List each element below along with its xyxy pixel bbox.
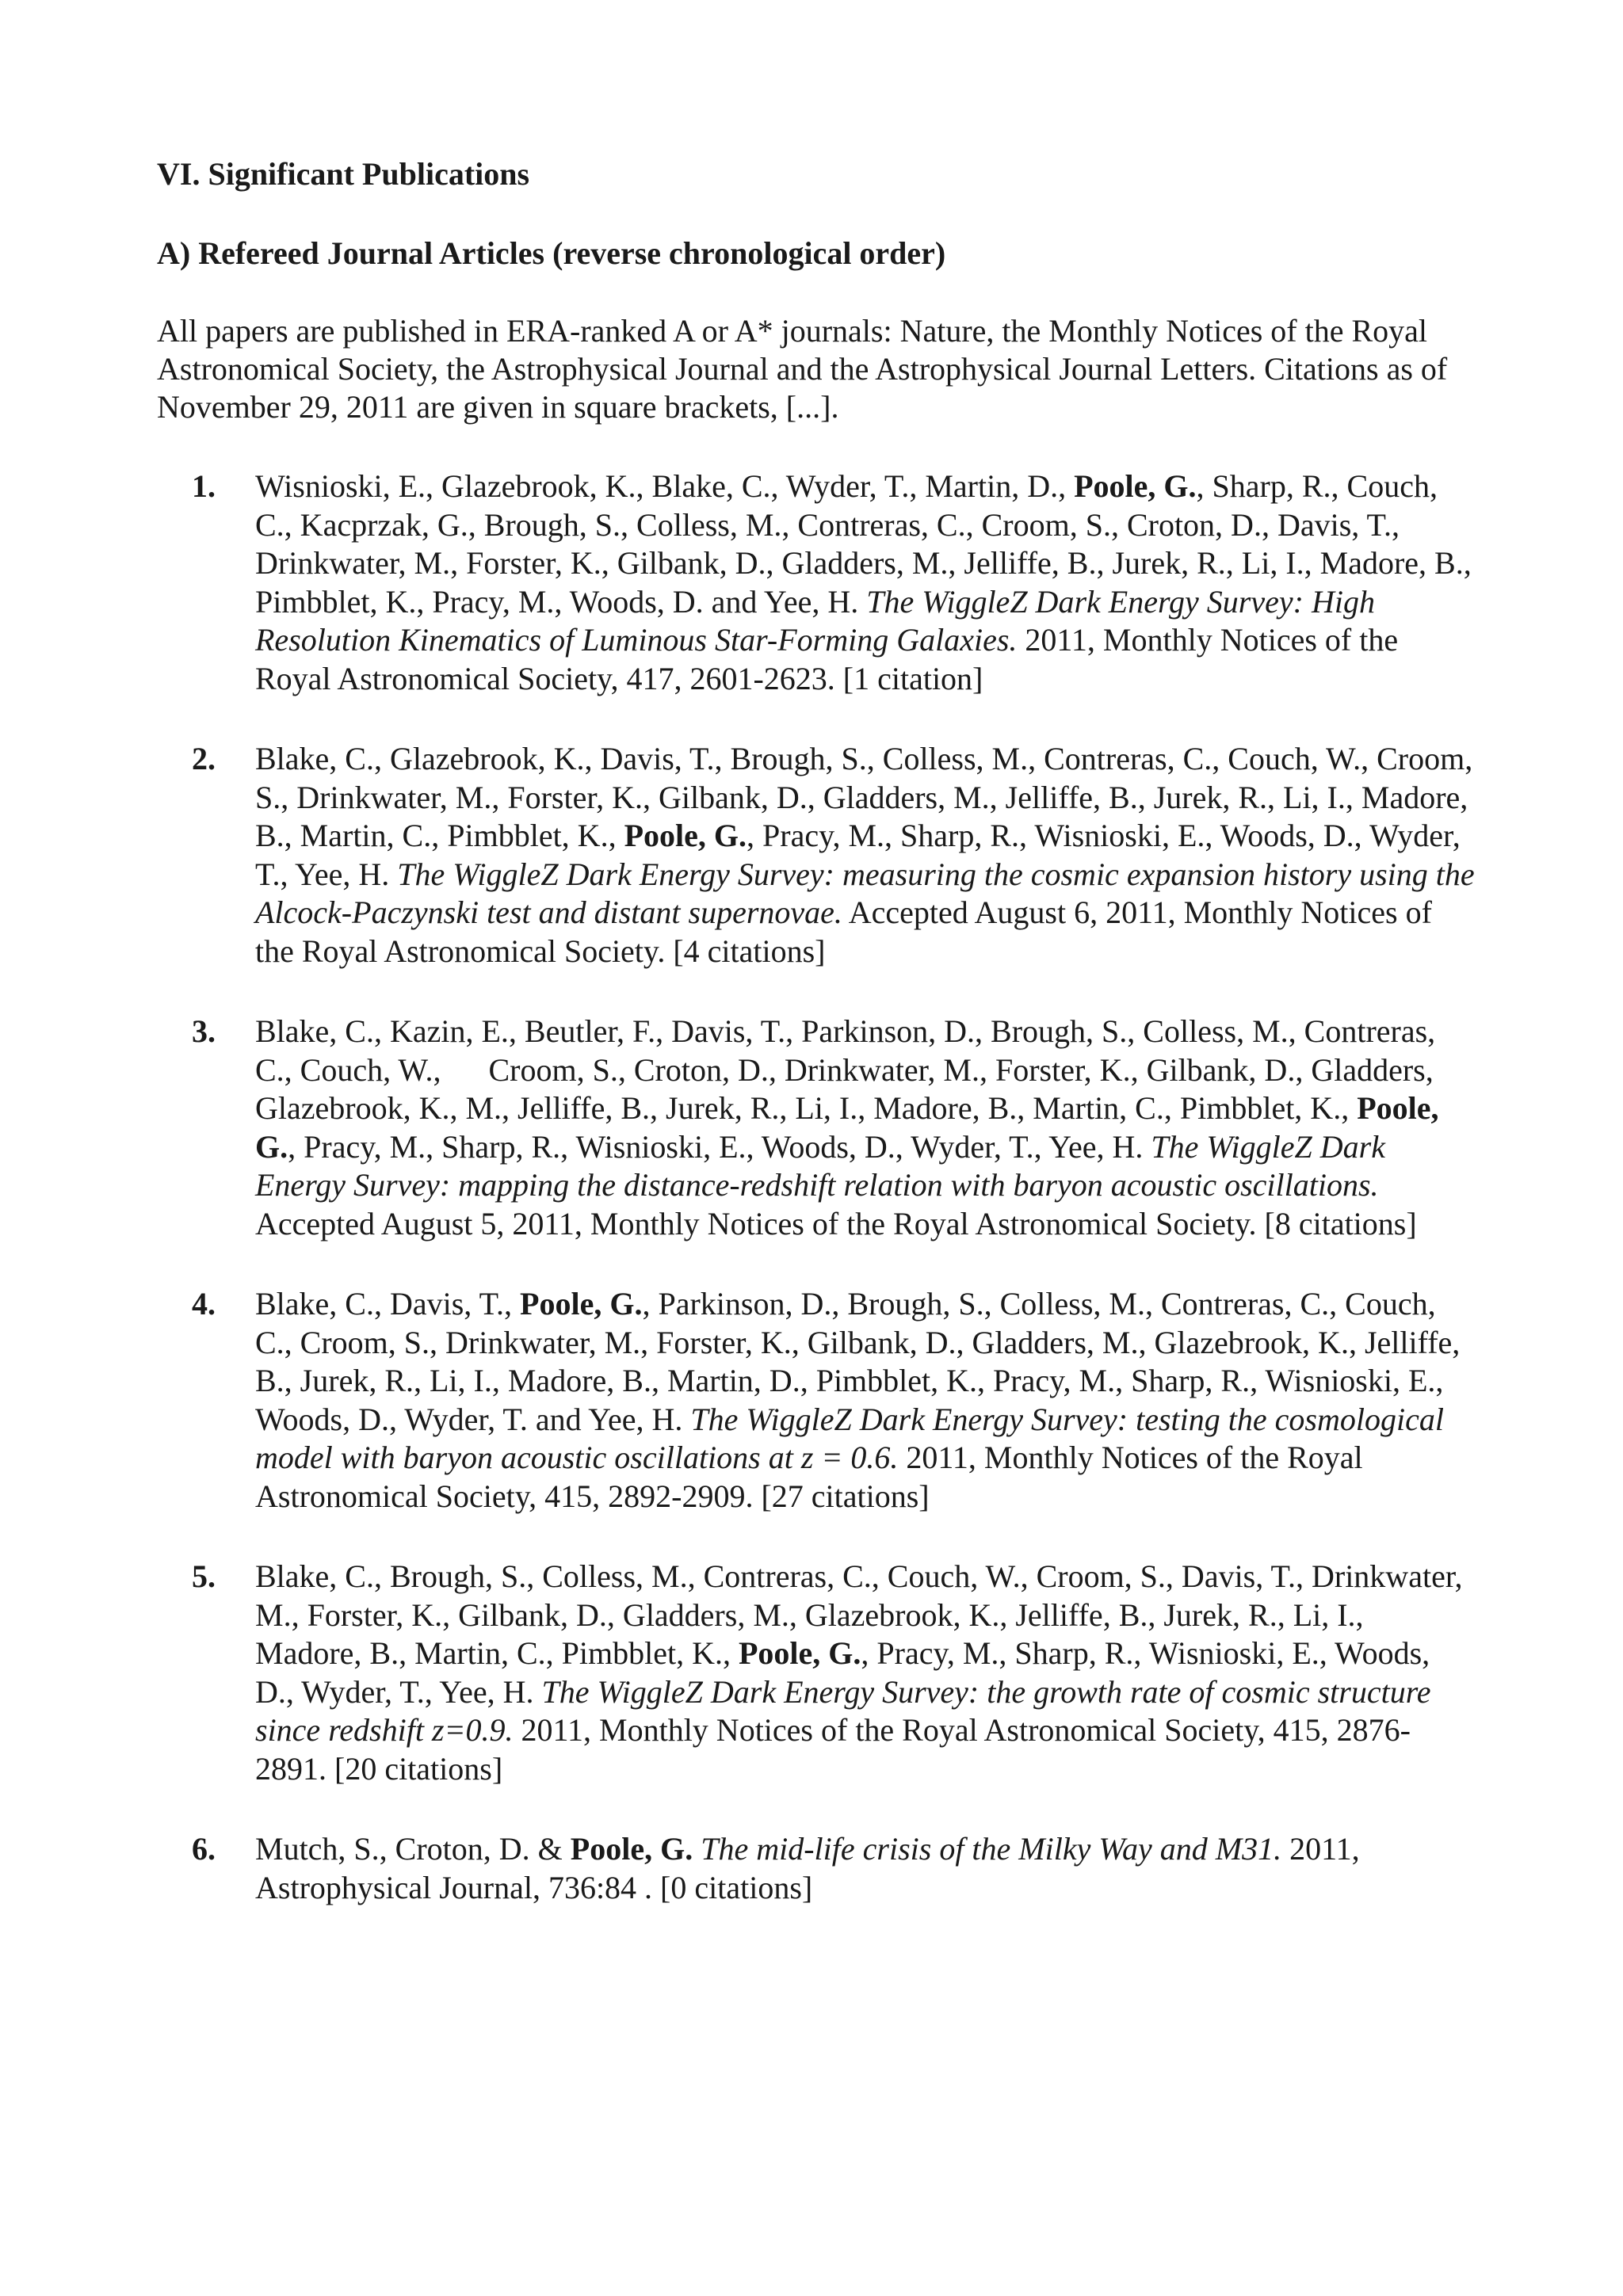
section-title: VI. Significant Publications [157, 156, 530, 192]
publication-authors: Mutch, S., Croton, D. & [255, 1831, 571, 1867]
publication-number: 5. [192, 1558, 216, 1594]
publication-title: The WiggleZ Dark Energy Survey: mapping the distance-redshift relation with baryon acoustic oscillations. [255, 1128, 1385, 1203]
publication-venue: 2011, Monthly Notices of the Royal Astronomical Society, 417, 2601-2623. [1 citation] [255, 622, 1399, 696]
publication-number: 2. [192, 741, 216, 776]
publication-number: 1. [192, 468, 216, 504]
publication-authors: Blake, C., Kazin, E., Beutler, F., Davis, T., Parkinson, D., Brough, S., Colless, M., Contreras, C., Couch, W., [255, 1013, 1436, 1088]
publication-item [0, 1558, 1476, 1788]
publication-number: 4. [192, 1286, 216, 1322]
publication-authors: Wisnioski, E., Glazebrook, K., Blake, C., Wyder, T., Martin, D., [255, 468, 1075, 504]
publication-authors: Blake, C., Glazebrook, K., Davis, T., Brough, S., Colless, M., Contreras, C., Couch, W., Croom, S., Drinkwater, M., Forster, K., Gilbank, D., Gladders, M., Jelliffe, B., Jurek, R., Li, I., Madore, B., Martin, C., Pimbblet, K., [255, 741, 1473, 853]
publication-number: 3. [192, 1013, 216, 1049]
publication-venue: Accepted August 6, 2011, Monthly Notices of the Royal Astronomical Society. [4 citations] [255, 894, 1432, 969]
publication-authors-cont: , Pracy, M., Sharp, R., Wisnioski, E., Woods, D., Wyder, T., Yee, H. [255, 818, 1461, 892]
publication-number: 6. [192, 1831, 216, 1867]
publication-venue: 2011, Monthly Notices of the Royal Astronomical Society, 415, 2876-2891. [20 citations] [255, 1712, 1411, 1787]
publication-list [0, 467, 1623, 1949]
publication-item [0, 1013, 1476, 1243]
publication-title: The WiggleZ Dark Energy Survey: the growth rate of cosmic structure since redshift z=0.9. [255, 1673, 1431, 1748]
publication-title: The WiggleZ Dark Energy Survey: testing the cosmological model with baryon acoustic oscillations at z = 0.6. [255, 1401, 1444, 1475]
publication-venue: 2011, Monthly Notices of the Royal Astronomical Society, 415, 2892-2909. [27 citations] [255, 1440, 1363, 1514]
publication-item [0, 1830, 1476, 1907]
highlighted-author: Poole, G. [1074, 468, 1197, 504]
publication-item [0, 467, 1476, 698]
publication-venue: 2011, Astrophysical Journal, 736:84 . [0 citations] [255, 1831, 1360, 1905]
publication-venue: Accepted August 5, 2011, Monthly Notices of the Royal Astronomical Society. [8 citations] [255, 1205, 1417, 1241]
publication-authors: Blake, C., Davis, T., [255, 1286, 521, 1322]
publication-authors-cont: , Parkinson, D., Brough, S., Colless, M., Contreras, C., Couch, C., Croom, S., Drinkwater, M., Forster, K., Gilbank, D., Gladders, M., Glazebrook, K., Jelliffe, B., Jurek, R., Li, I., Madore, B., Martin, D., Pimbblet, K., Pracy, M., Sharp, R., Wisnioski, E., Woods, D., Wyder, T. and Yee, H. [255, 1286, 1461, 1437]
highlighted-author: Poole, G. [520, 1286, 643, 1322]
publication-title: The WiggleZ Dark Energy Survey: High Resolution Kinematics of Luminous Star-Forming Galaxies. [255, 583, 1375, 658]
publication-item [0, 1285, 1476, 1516]
publication-authors-cont [693, 1831, 701, 1867]
publication-authors-mid: Croom, S., Croton, D., Drinkwater, M., Forster, K., Gilbank, D., Gladders, Glazebrook, K., M., Jelliffe, B., Jurek, R., Li, I., Madore, B., Martin, C., Pimbblet, K., [255, 1051, 1434, 1126]
publication-title: The WiggleZ Dark Energy Survey: measuring the cosmic expansion history using the Alcock-Paczynski test and distant supernovae. [255, 856, 1475, 930]
publication-authors: Blake, C., Brough, S., Colless, M., Contreras, C., Couch, W., Croom, S., Davis, T., Drinkwater, M., Forster, K., Gilbank, D., Gladders, M., Glazebrook, K., Jelliffe, B., Jurek, R., Li, I., Madore, B., Martin, C., Pimbblet, K., [255, 1558, 1463, 1671]
publication-item [0, 740, 1476, 971]
subsection-title: A) Refereed Journal Articles (reverse chronological order) [157, 235, 946, 271]
publication-authors-cont: , Pracy, M., Sharp, R., Wisnioski, E., Woods, D., Wyder, T., Yee, H. [288, 1128, 1151, 1165]
intro-paragraph: All papers are published in ERA-ranked A or A* journals: Nature, the Monthly Notices of the Royal Astronomical Society, the Astrophysical Journal and the Astrophysical Journal Letters. Citations as of November 29, 2011 are given in square brackets, [...]. [157, 313, 1448, 425]
publication-authors-cont: , Pracy, M., Sharp, R., Wisnioski, E., Woods, D., Wyder, T., Yee, H. [255, 1635, 1430, 1710]
highlighted-author: Poole, G. [738, 1635, 861, 1671]
highlighted-author: Poole, G. [624, 818, 747, 853]
highlighted-author: Poole, G. [570, 1831, 693, 1867]
highlighted-author: Poole, G. [255, 1090, 1439, 1165]
publication-authors-cont: , Sharp, R., Couch, C., Kacprzak, G., Brough, S., Colless, M., Contreras, C., Croom, S., Croton, D., Davis, T., Drinkwater, M., Forster, K., Gilbank, D., Gladders, M., Jelliffe, B., Jurek, R., Li, I., Madore, B., Pimbblet, K., Pracy, M., Woods, D. and Yee, H. [255, 468, 1472, 620]
publication-title: The mid-life crisis of the Milky Way and M31. [701, 1831, 1282, 1867]
